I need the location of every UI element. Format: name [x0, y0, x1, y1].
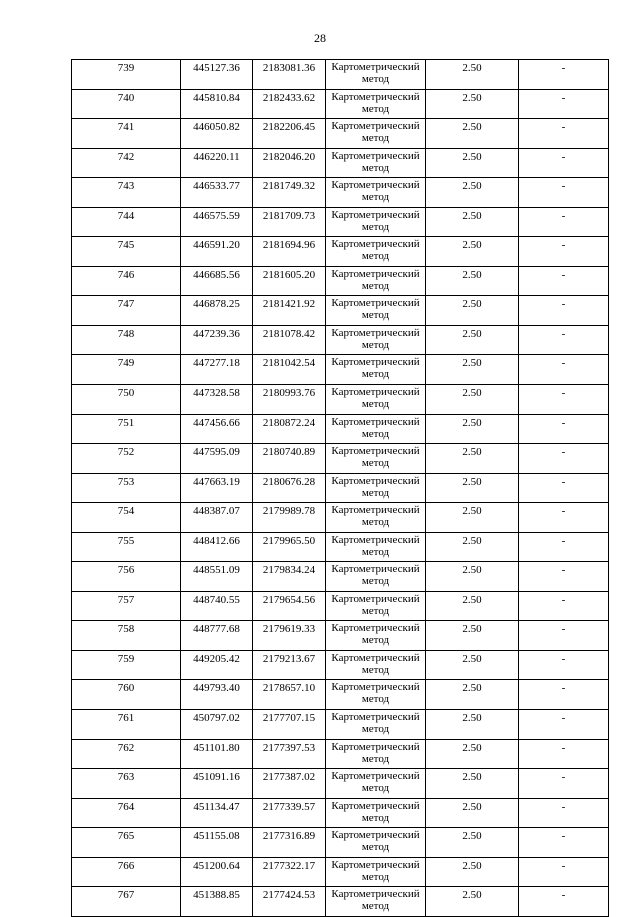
point-number-cell: 763	[72, 769, 181, 799]
x-coordinate-cell: 451200.64	[181, 857, 253, 887]
y-coordinate-cell: 2179989.78	[253, 503, 326, 533]
x-coordinate-cell: 447328.58	[181, 385, 253, 415]
point-number-cell: 749	[72, 355, 181, 385]
accuracy-cell: 2.50	[426, 503, 519, 533]
table-row	[72, 680, 609, 710]
table-row	[72, 355, 609, 385]
method-text: Картометрический	[331, 267, 420, 280]
note-cell: -	[519, 119, 609, 149]
point-number-cell: 740	[72, 89, 181, 119]
note-cell: -	[519, 798, 609, 828]
method-text: Картометрический	[331, 120, 420, 133]
accuracy-cell: 2.50	[426, 591, 519, 621]
method-text: Картометрический	[331, 592, 420, 605]
accuracy-cell: 2.50	[426, 473, 519, 503]
table-row	[72, 444, 609, 474]
note-cell: -	[519, 769, 609, 799]
table-row	[72, 89, 609, 119]
accuracy-cell: 2.50	[426, 710, 519, 740]
point-number-cell: 765	[72, 828, 181, 858]
x-coordinate-cell: 446575.59	[181, 207, 253, 237]
method-text: Картометрический	[331, 681, 420, 694]
table-row	[72, 207, 609, 237]
note-cell: -	[519, 444, 609, 474]
y-coordinate-cell: 2183081.36	[253, 60, 326, 90]
method-text: Картометрический	[331, 208, 420, 221]
method-text: метод	[361, 279, 390, 292]
table-row	[72, 887, 609, 917]
point-number-cell: 758	[72, 621, 181, 651]
x-coordinate-cell: 446591.20	[181, 237, 253, 267]
table-row	[72, 562, 609, 592]
y-coordinate-cell: 2181042.54	[253, 355, 326, 385]
x-coordinate-cell: 447595.09	[181, 444, 253, 474]
method-cell	[326, 414, 426, 444]
note-cell: -	[519, 828, 609, 858]
table-row	[72, 473, 609, 503]
table-row	[72, 148, 609, 178]
table-row	[72, 414, 609, 444]
method-text: метод	[361, 604, 390, 617]
x-coordinate-cell: 446878.25	[181, 296, 253, 326]
accuracy-cell: 2.50	[426, 680, 519, 710]
x-coordinate-cell: 449793.40	[181, 680, 253, 710]
method-cell	[326, 680, 426, 710]
method-cell	[326, 148, 426, 178]
y-coordinate-cell: 2181605.20	[253, 266, 326, 296]
method-cell	[326, 828, 426, 858]
method-text: Картометрический	[331, 356, 420, 369]
table-row	[72, 650, 609, 680]
accuracy-cell: 2.50	[426, 148, 519, 178]
x-coordinate-cell: 446220.11	[181, 148, 253, 178]
note-cell: -	[519, 473, 609, 503]
point-number-cell: 746	[72, 266, 181, 296]
y-coordinate-cell: 2177387.02	[253, 769, 326, 799]
coordinates-table	[71, 59, 609, 917]
method-text: Картометрический	[331, 238, 420, 251]
table-row	[72, 178, 609, 208]
x-coordinate-cell: 447277.18	[181, 355, 253, 385]
method-cell	[326, 710, 426, 740]
method-text: Картометрический	[331, 445, 420, 458]
y-coordinate-cell: 2180993.76	[253, 385, 326, 415]
y-coordinate-cell: 2177707.15	[253, 710, 326, 740]
x-coordinate-cell: 448777.68	[181, 621, 253, 651]
table-row	[72, 532, 609, 562]
note-cell: -	[519, 296, 609, 326]
x-coordinate-cell: 451134.47	[181, 798, 253, 828]
y-coordinate-cell: 2181421.92	[253, 296, 326, 326]
point-number-cell: 742	[72, 148, 181, 178]
method-text: Картометрический	[331, 415, 420, 428]
x-coordinate-cell: 448387.07	[181, 503, 253, 533]
note-cell: -	[519, 710, 609, 740]
method-cell	[326, 739, 426, 769]
y-coordinate-cell: 2182433.62	[253, 89, 326, 119]
note-cell: -	[519, 532, 609, 562]
note-cell: -	[519, 739, 609, 769]
y-coordinate-cell: 2177322.17	[253, 857, 326, 887]
method-text: Картометрический	[331, 770, 420, 783]
accuracy-cell: 2.50	[426, 769, 519, 799]
point-number-cell: 754	[72, 503, 181, 533]
method-text: метод	[361, 782, 390, 795]
method-text: Картометрический	[331, 563, 420, 576]
y-coordinate-cell: 2178657.10	[253, 680, 326, 710]
x-coordinate-cell: 451091.16	[181, 769, 253, 799]
note-cell: -	[519, 680, 609, 710]
accuracy-cell: 2.50	[426, 798, 519, 828]
method-text: метод	[361, 634, 390, 647]
x-coordinate-cell: 445810.84	[181, 89, 253, 119]
y-coordinate-cell: 2177424.53	[253, 887, 326, 917]
y-coordinate-cell: 2177397.53	[253, 739, 326, 769]
y-coordinate-cell: 2180872.24	[253, 414, 326, 444]
point-number-cell: 759	[72, 650, 181, 680]
method-text: Картометрический	[331, 61, 420, 73]
note-cell: -	[519, 857, 609, 887]
y-coordinate-cell: 2181694.96	[253, 237, 326, 267]
table-row	[72, 769, 609, 799]
method-text: метод	[361, 516, 390, 529]
x-coordinate-cell: 447239.36	[181, 325, 253, 355]
table-row	[72, 119, 609, 149]
method-text: Картометрический	[331, 504, 420, 517]
method-text: метод	[361, 398, 390, 411]
method-text: метод	[361, 575, 390, 588]
accuracy-cell: 2.50	[426, 237, 519, 267]
x-coordinate-cell: 448740.55	[181, 591, 253, 621]
method-text: метод	[361, 368, 390, 381]
table-row	[72, 385, 609, 415]
note-cell: -	[519, 503, 609, 533]
x-coordinate-cell: 445127.36	[181, 60, 253, 90]
method-cell	[326, 325, 426, 355]
note-cell: -	[519, 207, 609, 237]
method-text: метод	[361, 220, 390, 233]
table-row	[72, 828, 609, 858]
method-text: Картометрический	[331, 858, 420, 871]
point-number-cell: 739	[72, 60, 181, 90]
note-cell: -	[519, 266, 609, 296]
method-cell	[326, 621, 426, 651]
method-text: метод	[361, 132, 390, 145]
note-cell: -	[519, 591, 609, 621]
method-text: Картометрический	[331, 90, 420, 103]
method-text: метод	[361, 161, 390, 174]
method-cell	[326, 444, 426, 474]
table-row	[72, 739, 609, 769]
point-number-cell: 750	[72, 385, 181, 415]
table-row	[72, 237, 609, 267]
method-text: Картометрический	[331, 326, 420, 339]
method-cell	[326, 266, 426, 296]
y-coordinate-cell: 2182206.45	[253, 119, 326, 149]
method-cell	[326, 296, 426, 326]
point-number-cell: 748	[72, 325, 181, 355]
method-text: Картометрический	[331, 651, 420, 664]
accuracy-cell: 2.50	[426, 119, 519, 149]
method-cell	[326, 591, 426, 621]
method-text: метод	[361, 250, 390, 263]
method-cell	[326, 887, 426, 917]
method-text: Картометрический	[331, 711, 420, 724]
point-number-cell: 752	[72, 444, 181, 474]
method-cell	[326, 769, 426, 799]
method-text: метод	[361, 811, 390, 824]
y-coordinate-cell: 2180740.89	[253, 444, 326, 474]
table-row	[72, 710, 609, 740]
y-coordinate-cell: 2177316.89	[253, 828, 326, 858]
accuracy-cell: 2.50	[426, 355, 519, 385]
method-text: Картометрический	[331, 149, 420, 162]
method-text: метод	[361, 841, 390, 854]
note-cell: -	[519, 621, 609, 651]
method-text: Картометрический	[331, 829, 420, 842]
point-number-cell: 741	[72, 119, 181, 149]
accuracy-cell: 2.50	[426, 414, 519, 444]
accuracy-cell: 2.50	[426, 325, 519, 355]
note-cell: -	[519, 325, 609, 355]
method-text: метод	[361, 102, 390, 115]
method-text: метод	[361, 693, 390, 706]
method-text: метод	[361, 870, 390, 883]
note-cell: -	[519, 60, 609, 90]
x-coordinate-cell: 447663.19	[181, 473, 253, 503]
y-coordinate-cell: 2179834.24	[253, 562, 326, 592]
method-cell	[326, 89, 426, 119]
method-cell	[326, 857, 426, 887]
note-cell: -	[519, 89, 609, 119]
table-row	[72, 296, 609, 326]
method-text: метод	[361, 457, 390, 470]
method-text: метод	[361, 486, 390, 499]
y-coordinate-cell: 2181078.42	[253, 325, 326, 355]
x-coordinate-cell: 451101.80	[181, 739, 253, 769]
note-cell: -	[519, 237, 609, 267]
x-coordinate-cell: 451155.08	[181, 828, 253, 858]
accuracy-cell: 2.50	[426, 385, 519, 415]
note-cell: -	[519, 562, 609, 592]
method-text: Картометрический	[331, 740, 420, 753]
x-coordinate-cell: 449205.42	[181, 650, 253, 680]
accuracy-cell: 2.50	[426, 296, 519, 326]
point-number-cell: 760	[72, 680, 181, 710]
method-text: метод	[361, 663, 390, 676]
note-cell: -	[519, 385, 609, 415]
method-text: метод	[361, 427, 390, 440]
method-text: метод	[361, 338, 390, 351]
accuracy-cell: 2.50	[426, 650, 519, 680]
point-number-cell: 755	[72, 532, 181, 562]
method-cell	[326, 237, 426, 267]
note-cell: -	[519, 887, 609, 917]
table-row	[72, 325, 609, 355]
method-text: Картометрический	[331, 888, 420, 901]
y-coordinate-cell: 2180676.28	[253, 473, 326, 503]
note-cell: -	[519, 355, 609, 385]
accuracy-cell: 2.50	[426, 739, 519, 769]
method-text: Картометрический	[331, 799, 420, 812]
method-text: метод	[361, 723, 390, 736]
point-number-cell: 747	[72, 296, 181, 326]
method-text: метод	[361, 900, 390, 913]
table-row	[72, 798, 609, 828]
method-text: метод	[361, 191, 390, 204]
point-number-cell: 751	[72, 414, 181, 444]
method-text: метод	[361, 73, 390, 85]
point-number-cell: 744	[72, 207, 181, 237]
note-cell: -	[519, 178, 609, 208]
x-coordinate-cell: 446050.82	[181, 119, 253, 149]
x-coordinate-cell: 451388.85	[181, 887, 253, 917]
method-text: Картометрический	[331, 474, 420, 487]
point-number-cell: 766	[72, 857, 181, 887]
accuracy-cell: 2.50	[426, 60, 519, 90]
y-coordinate-cell: 2179619.33	[253, 621, 326, 651]
y-coordinate-cell: 2181709.73	[253, 207, 326, 237]
y-coordinate-cell: 2179654.56	[253, 591, 326, 621]
point-number-cell: 764	[72, 798, 181, 828]
table-row	[72, 591, 609, 621]
method-cell	[326, 798, 426, 828]
method-text: Картометрический	[331, 533, 420, 546]
x-coordinate-cell: 448412.66	[181, 532, 253, 562]
method-cell	[326, 385, 426, 415]
accuracy-cell: 2.50	[426, 621, 519, 651]
note-cell: -	[519, 650, 609, 680]
accuracy-cell: 2.50	[426, 207, 519, 237]
y-coordinate-cell: 2179213.67	[253, 650, 326, 680]
method-text: метод	[361, 309, 390, 322]
method-cell	[326, 355, 426, 385]
accuracy-cell: 2.50	[426, 89, 519, 119]
method-text: метод	[361, 752, 390, 765]
accuracy-cell: 2.50	[426, 857, 519, 887]
method-cell	[326, 473, 426, 503]
page-number: 28	[314, 31, 326, 45]
accuracy-cell: 2.50	[426, 444, 519, 474]
point-number-cell: 762	[72, 739, 181, 769]
method-text: Картометрический	[331, 179, 420, 192]
method-cell	[326, 178, 426, 208]
accuracy-cell: 2.50	[426, 887, 519, 917]
y-coordinate-cell: 2179965.50	[253, 532, 326, 562]
table-row	[72, 60, 609, 90]
method-cell	[326, 60, 426, 90]
point-number-cell: 753	[72, 473, 181, 503]
note-cell: -	[519, 148, 609, 178]
x-coordinate-cell: 450797.02	[181, 710, 253, 740]
method-cell	[326, 650, 426, 680]
method-text: метод	[361, 545, 390, 558]
method-cell	[326, 532, 426, 562]
method-text: Картометрический	[331, 386, 420, 399]
point-number-cell: 756	[72, 562, 181, 592]
accuracy-cell: 2.50	[426, 562, 519, 592]
point-number-cell: 757	[72, 591, 181, 621]
y-coordinate-cell: 2182046.20	[253, 148, 326, 178]
method-cell	[326, 503, 426, 533]
accuracy-cell: 2.50	[426, 266, 519, 296]
method-cell	[326, 119, 426, 149]
y-coordinate-cell: 2177339.57	[253, 798, 326, 828]
y-coordinate-cell: 2181749.32	[253, 178, 326, 208]
x-coordinate-cell: 446533.77	[181, 178, 253, 208]
method-cell	[326, 562, 426, 592]
x-coordinate-cell: 447456.66	[181, 414, 253, 444]
point-number-cell: 761	[72, 710, 181, 740]
accuracy-cell: 2.50	[426, 828, 519, 858]
point-number-cell: 767	[72, 887, 181, 917]
coordinates-table-body	[72, 60, 609, 917]
x-coordinate-cell: 446685.56	[181, 266, 253, 296]
point-number-cell: 745	[72, 237, 181, 267]
accuracy-cell: 2.50	[426, 178, 519, 208]
method-cell	[326, 207, 426, 237]
x-coordinate-cell: 448551.09	[181, 562, 253, 592]
table-row	[72, 266, 609, 296]
method-text: Картометрический	[331, 297, 420, 310]
table-row	[72, 621, 609, 651]
accuracy-cell: 2.50	[426, 532, 519, 562]
point-number-cell: 743	[72, 178, 181, 208]
table-row	[72, 503, 609, 533]
method-text: Картометрический	[331, 622, 420, 635]
table-row	[72, 857, 609, 887]
note-cell: -	[519, 414, 609, 444]
